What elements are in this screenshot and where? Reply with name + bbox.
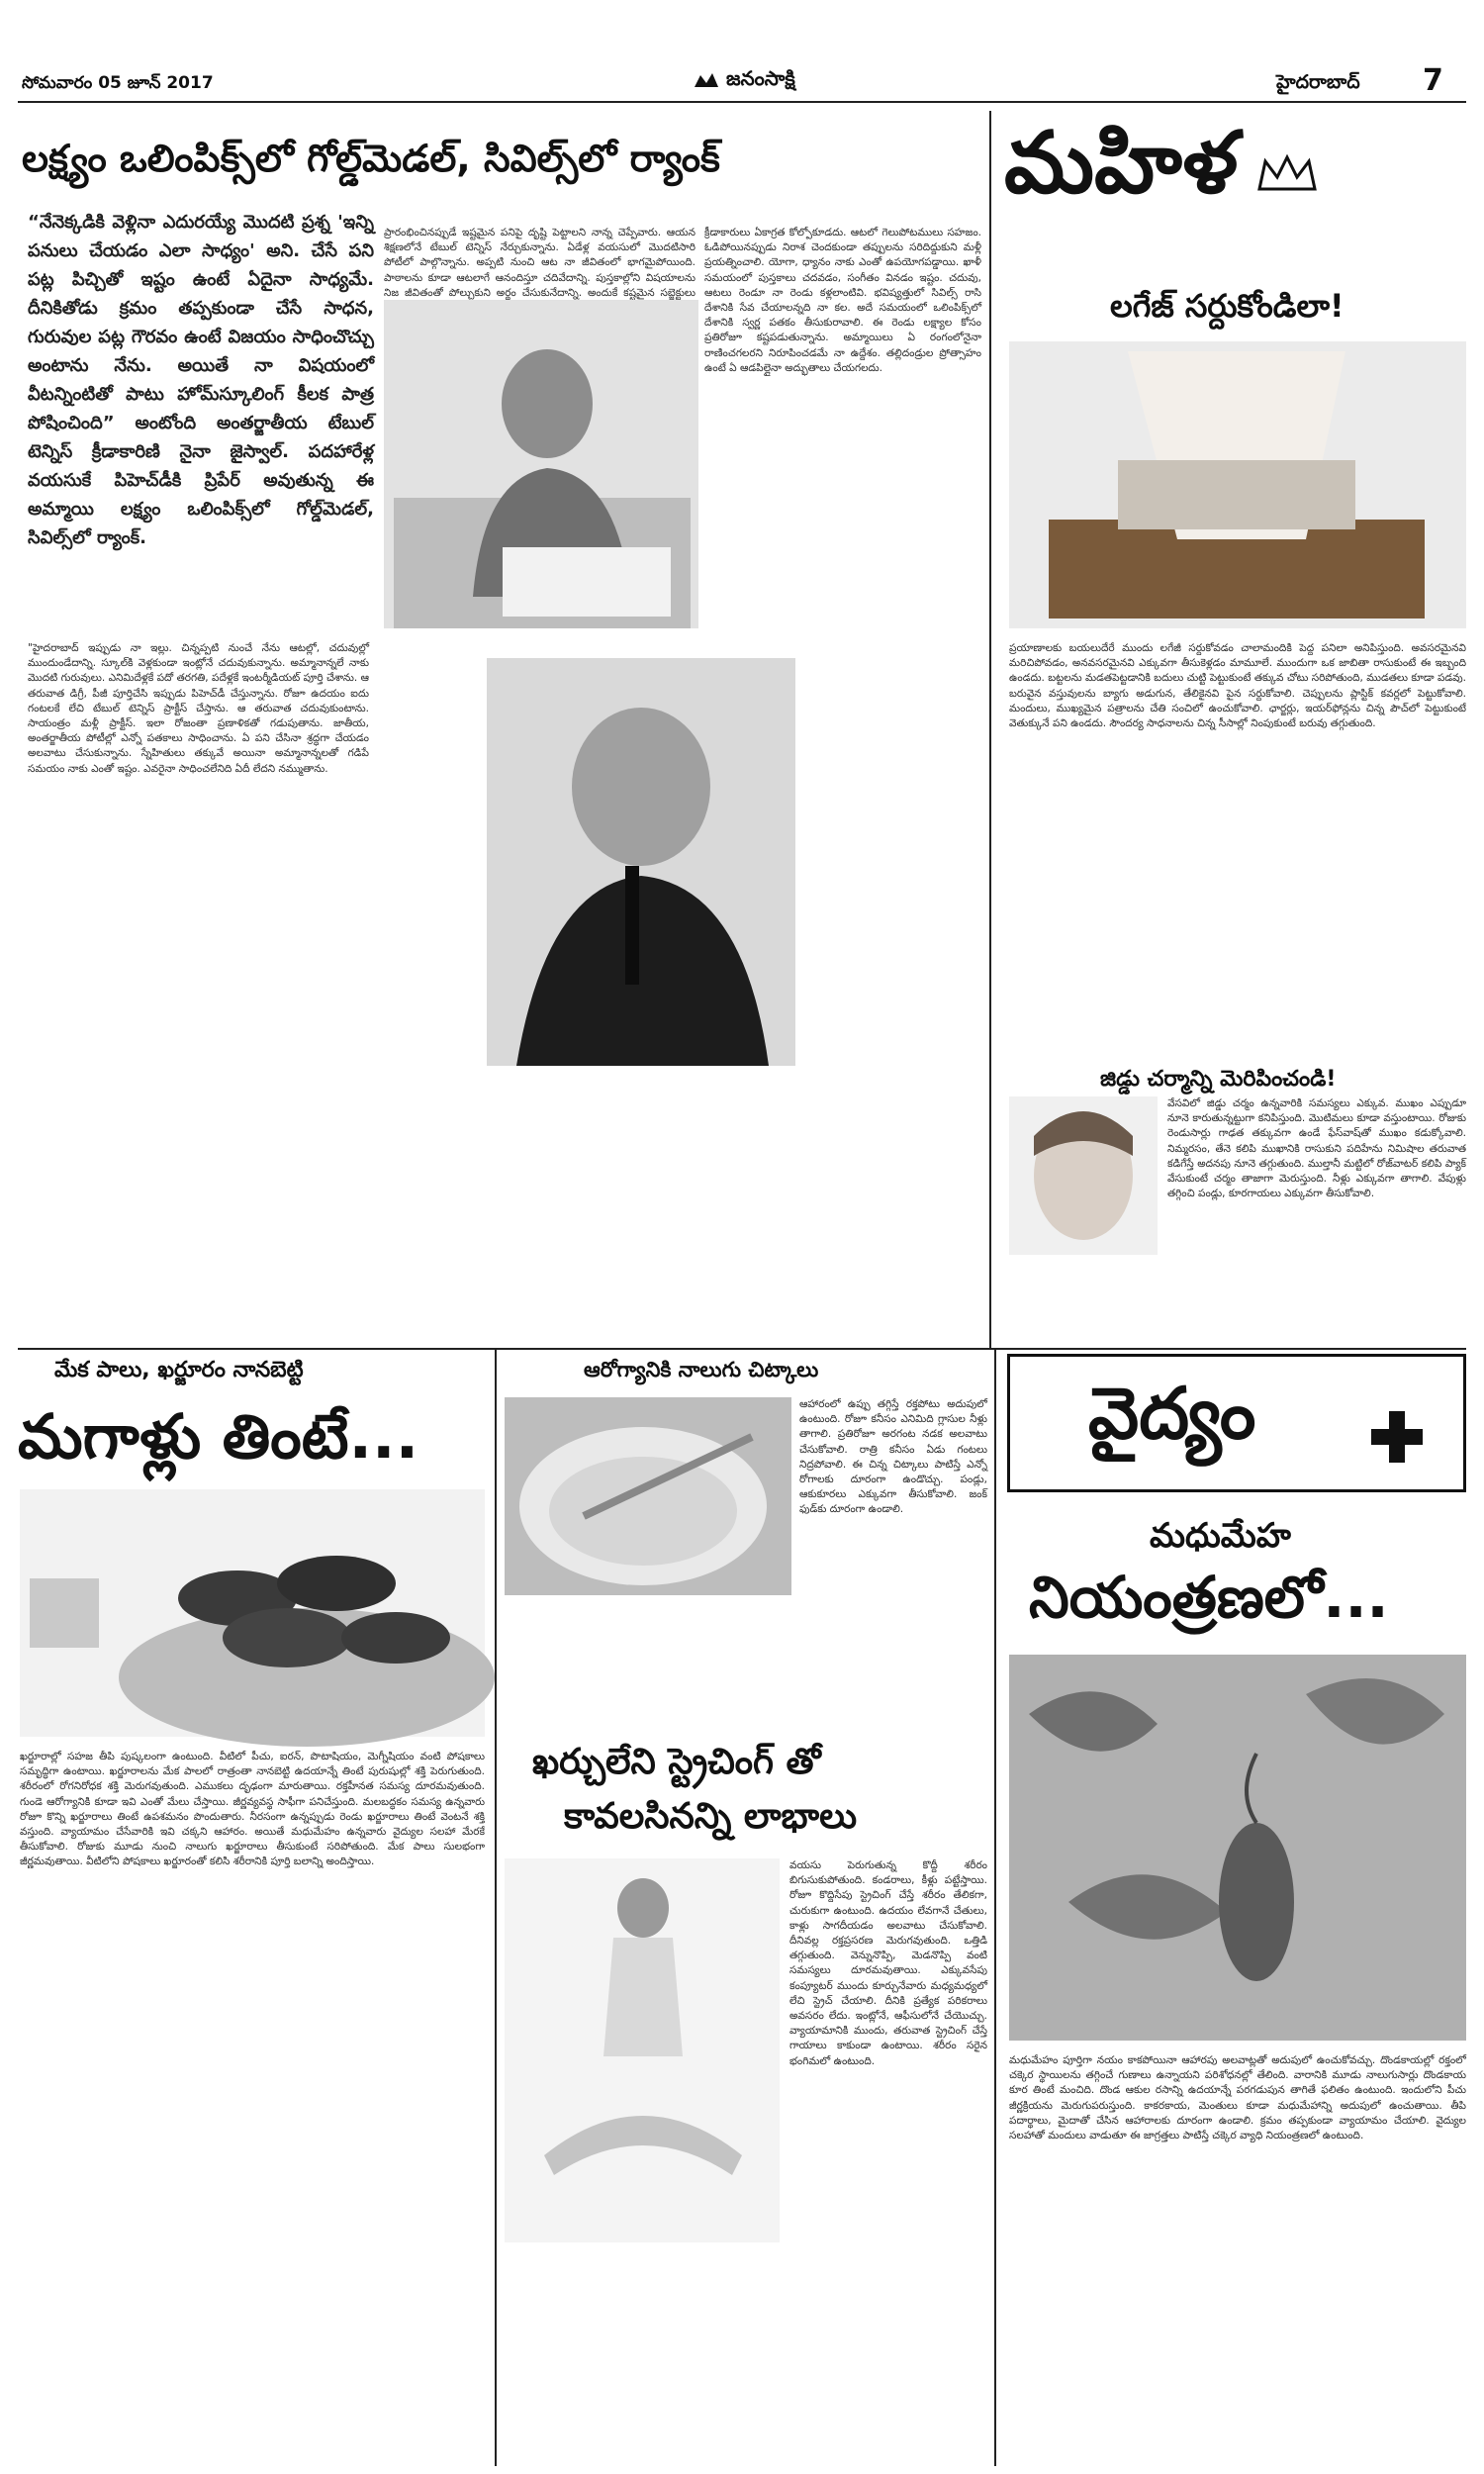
lead-pullquote: “నేనెక్కడికి వెళ్లినా ఎదురయ్యే మొదటి ప్రశ్న 'ఇన్ని పనులు చేయడం ఎలా సాధ్యం' అని. చేసే పని పట్ల పిచ్చితో ఇష్టం ఉంటే ఏదైనా సాధ్యమే. దీనికితోడు క్రమం తప్పకుండా చేసే సాధన, గురువుల పట్ల గౌరవం ఉంటే విజయం సాధించొచ్చు అంటాను నేను. అయితే నా విషయంలో వీటన్నింటితో పాటు హోమ్‌స్కూలింగ్ కీలక పాత్ర పోషించింది” అంటోంది అంతర్జాతీయ టేబుల్ టెన్నిస్ క్రీడాకారిణి నైనా జైస్వాల్. పదహారేళ్ల వయసుకే పిహెచ్‌డీకి ప్రిపేర్ అవుతున్న ఈ అమ్మాయి లక్ష్యం ఒలింపిక్స్‌లో గోల్డ్‌మెడల్, సివిల్స్‌లో ర్యాంక్. [28,212,381,548]
lead-column-3: క్రీడాకారులు ఏకాగ్రత కోల్పోకూడదు. ఆటలో గెలుపోటములు సహజం. ఓడిపోయినప్పుడు నిరాశ చెందకుండా తప్పులను సరిదిద్దుకుని మళ్లీ ప్రయత్నించాలి. యోగా, ధ్యానం నాకు ఎంతో ఉపయోగపడ్డాయి. ఖాళీ సమయంలో పుస్తకాలు చదవడం, సంగీతం వినడం ఇష్టం. చదువు, ఆటలు రెండూ నా రెండు కళ్లలాంటివి. భవిష్యత్తులో సివిల్స్ రాసి దేశానికి సేవ చేయాలన్నది నా కల. అదే సమయంలో ఒలింపిక్స్‌లో దేశానికి స్వర్ణ పతకం తీసుకురావాలి. ఈ రెండు లక్ష్యాల కోసం ప్రతిరోజూ కష్టపడుతున్నాను. అమ్మాయిలు ఏ రంగంలోనైనా రాణించగలరని నిరూపించడమే నా ఉద్దేశం. తల్లిదండ్రుల ప్రోత్సాహం ఉంటే ఏ ఆడపిల్లైనా అద్భుతాలు చేయగలదు. [704,227,985,374]
city-name: హైదరాబాద్ [1276,71,1360,93]
dates-photo [20,1489,485,1737]
vaidyam-kicker: మధుమేహ [1150,1516,1291,1556]
ivy-gourd-photo [1009,1655,1466,2041]
dates-kicker: మేక పాలు, ఖర్జూరం నానబెట్టి [54,1358,304,1382]
stretching-body: వయసు పెరుగుతున్న కొద్దీ శరీరం బిగుసుకుపోతుంది. కండరాలు, కీళ్లు పట్టేస్తాయి. రోజూ కొద్దిసేపు స్ట్రెచింగ్ చేస్తే శరీరం తేలికగా, చురుకుగా ఉంటుంది. ఉదయం లేవగానే చేతులు, కాళ్లు సాగదీయడం అలవాటు చేసుకోవాలి. దీనివల్ల రక్తప్రసరణ మెరుగవుతుంది. ఒత్తిడి తగ్గుతుంది. వెన్నునొప్పి, మెడనొప్పి వంటి సమస్యలు దూరమవుతాయి. ఎక్కువసేపు కంప్యూటర్ ముందు కూర్చునేవారు మధ్యమధ్యలో లేచి స్ట్రెచ్ చేయాలి. దీనికి ప్రత్యేక పరికరాలు అవసరం లేదు. ఇంట్లోనే, ఆఫీసులోనే చేయొచ్చు. వ్యాయామానికి ముందు, తరువాత స్ట్రెచింగ్ చేస్తే గాయాలు కాకుండా ఉంటాయి. శరీరం సరైన భంగిమలో ఉంటుంది. [789,1859,991,2067]
skin-care-body-cont [1009,1262,1466,1343]
spoon-photo [505,1397,791,1595]
health-body-cont [505,1601,987,1710]
paper-logo-icon [693,69,720,91]
masthead-logo [693,65,795,95]
issue-date: సోమవారం 05 జూన్ 2017 [22,73,214,93]
stretching-headline-1: ఖర్చులేని స్ట్రెచింగ్ తో [532,1742,821,1782]
mahila-banner [1004,113,1469,228]
speaker-photo [487,658,795,1066]
masthead-rule [18,101,1466,103]
face-photo [1009,1096,1158,1255]
health-kicker: ఆరోగ్యానికి నాలుగు చిట్కాలు [584,1358,819,1381]
crown-icon [1257,153,1317,193]
dates-body: ఖర్జూరాల్లో సహజ తీపి పుష్కలంగా ఉంటుంది. వీటిలో పీచు, ఐరన్, పొటాషియం, మెగ్నీషియం వంటి పోషకాలు సమృద్ధిగా ఉంటాయి. ఖర్జూరాలను మేక పాలలో రాత్రంతా నానబెట్టి ఉదయాన్నే తింటే పురుషుల్లో శక్తి పెరుగుతుంది. శరీరంలో రోగనిరోధక శక్తి మెరుగవుతుంది. ఎముకలు దృఢంగా మారుతాయి. రక్తహీనత సమస్య దూరమవుతుంది. గుండె ఆరోగ్యానికి కూడా ఇవి ఎంతో మేలు చేస్తాయి. జీర్ణవ్యవస్థ సాఫీగా పనిచేస్తుంది. మలబద్ధకం సమస్య ఉన్నవారు రోజూ కొన్ని ఖర్జూరాలు తింటే ఉపశమనం పొందుతారు. నీరసంగా ఉన్నప్పుడు రెండు ఖర్జూరాలు తింటే వెంటనే శక్తి వస్తుంది. వ్యాయామం చేసేవారికి ఇవి చక్కని ఆహారం. అయితే మధుమేహం ఉన్నవారు వైద్యుల సలహా మేరకే తీసుకోవాలి. రోజుకు మూడు నుంచి నాలుగు ఖర్జూరాలు తీసుకుంటే సరిపోతుంది. మేక పాలు సులభంగా జీర్ణమవుతాయి. వీటిలోని పోషకాలు ఖర్జూరంతో కలిసి శరీరానికి పూర్తి బలాన్ని అందిస్తాయి. [20,1751,489,1868]
lead-column-2-top: ప్రారంభించినప్పుడే ఇష్టమైన పనిపై దృష్టి పెట్టాలని నాన్న చెప్పేవారు. ఆయన శిక్షణలోనే టేబుల్ టెన్నిస్ నేర్చుకున్నాను. ఏడేళ్ల వయసులో మొదటిసారి పోటీలో పాల్గొన్నాను. అప్పటి నుంచి ఆట నా జీవితంలో భాగమైపోయింది. పాఠాలను కూడా ఆటలాగే ఆనందిస్తూ చదివేదాన్ని. పుస్తకాల్లోని విషయాలను నిజ జీవితంతో పోల్చుకుని అర్థం చేసుకునేదాన్ని. అందుకే కష్టమైన సబ్జెక్టులు [384,227,696,299]
skin-care-body: వేసవిలో జిడ్డు చర్మం ఉన్నవారికి సమస్యలు ఎక్కువ. ముఖం ఎప్పుడూ నూనె కారుతున్నట్టుగా కనిపిస్తుంది. మొటిమలు కూడా వస్తుంటాయి. రోజుకు రెండుసార్లు గాఢత తక్కువగా ఉండే ఫేస్‌వాష్‌తో ముఖం కడుక్కోవాలి. నిమ్మరసం, తేనె కలిపి ముఖానికి రాసుకుని పదిహేను నిమిషాల తరువాత కడిగేస్తే అదనపు నూనె తగ్గుతుంది. ముల్తానీ మట్టిలో రోజ్‌వాటర్ కలిపి ప్యాక్ వేసుకుంటే చర్మం తాజాగా మెరుస్తుంది. నీళ్లు ఎక్కువగా తాగాలి. వేపుళ్లు తగ్గించి పండ్లు, కూరగాయలు ఎక్కువగా తీసుకోవాలి. [1167,1097,1470,1200]
mahila-body: ప్రయాణాలకు బయలుదేరే ముందు లగేజీ సర్దుకోవడం చాలామందికి పెద్ద పనిలా అనిపిస్తుంది. అవసరమైనవి మరిచిపోవడం, అనవసరమైనవి ఎక్కువగా తీసుకెళ్లడం మామూలే. ముందుగా ఒక జాబితా రాసుకుంటే ఈ ఇబ్బంది ఉండదు. బట్టలను మడతపెట్టడానికి బదులు చుట్టి పెట్టుకుంటే తక్కువ చోటు సరిపోతుంది, ముడతలు కూడా పడవు. బరువైన వస్తువులను బ్యాగు అడుగున, తేలికైనవి పైన సర్దుకోవాలి. చెప్పులను ప్లాస్టిక్ కవర్లలో పెట్టుకోవాలి. మందులు, ముఖ్యమైన పత్రాలను చేతి సంచిలో ఉంచుకోవాలి. ఛార్జర్లు, ఇయర్‌ఫోన్లను చిన్న పౌచ్‌లో పెట్టుకుంటే వెతుక్కునే పని ఉండదు. సౌందర్య సాధనాలను చిన్న సీసాల్లో నింపుకుంటే బరువు తగ్గుతుంది. [1009,642,1470,730]
luggage-photo [1009,341,1466,628]
student-photo [384,300,698,628]
stretching-body-cont [505,2251,987,2464]
lead-column-1: "హైదరాబాద్ ఇప్పుడు నా ఇల్లు. చిన్నప్పటి నుంచే నేను ఆటల్లో, చదువుల్లో ముందుండేదాన్ని. స్కూల్‌కి వెళ్లకుండా ఇంట్లోనే చదువుకున్నాను. అమ్మానాన్నలే నాకు మొదటి గురువులు. ఎనిమిదేళ్లకే పదో తరగతి, పదేళ్లకే ఇంటర్మీడియట్ పూర్తి చేశాను. ఆ తరువాత డిగ్రీ, పీజీ పూర్తిచేసి ఇప్పుడు పిహెచ్‌డీ చేస్తున్నాను. రోజూ ఉదయం ఐదు గంటలకే లేచి టేబుల్ టెన్నిస్ ప్రాక్టీస్ చేస్తాను. ఆ తరువాత చదువుకుంటాను. సాయంత్రం మళ్లీ ప్రాక్టీస్. ఇలా రోజంతా ప్రణాళికతో గడుపుతాను. జాతీయ, అంతర్జాతీయ పోటీల్లో ఎన్నో పతకాలు సాధించాను. ఏ పని చేసినా శ్రద్ధగా చేయడం అలవాటు చేసుకున్నాను. స్నేహితులు తక్కువే అయినా అమ్మానాన్నలతో గడిపే సమయం నాకు ఎంతో ఇష్టం. ఎవరైనా సాధించలేనిది ఏదీ లేదని నమ్ముతాను. [28,642,373,775]
section-divider [18,1348,1466,1350]
paper-name: జనంసాక్షి [726,65,795,90]
vaidyam-body: మధుమేహం పూర్తిగా నయం కాకపోయినా ఆహారపు అలవాట్లతో అదుపులో ఉంచుకోవచ్చు. దొండకాయల్లో రక్తంలో చక్కెర స్థాయిలను తగ్గించే గుణాలు ఉన్నాయని పరిశోధనల్లో తేలింది. వారానికి మూడు నాలుగుసార్లు దొండకాయ కూర తింటే మంచిది. దొండ ఆకుల రసాన్ని ఉదయాన్నే పరగడుపున తాగితే ఫలితం ఉంటుంది. ఇందులోని పీచు జీర్ణక్రియను మెరుగుపరుస్తుంది. కాకరకాయ, మెంతులు కూడా మధుమేహాన్ని అదుపులో ఉంచుతాయి. తీపి పదార్థాలు, మైదాతో చేసిన ఆహారాలకు దూరంగా ఉండాలి. క్రమం తప్పకుండా వ్యాయామం చేయాలి. వైద్యుల సలహాతో మందులు వాడుతూ ఈ జాగ్రత్తలు పాటిస్తే చక్కెర వ్యాధి నియంత్రణలో ఉంటుంది. [1009,2054,1470,2142]
dates-headline: మగాళ్లు తింటే... [18,1400,419,1473]
lead-headline: లక్ష్యం ఒలింపిక్స్‌లో గోల్డ్‌మెడల్, సివిల్స్‌లో ర్యాంక్ [22,137,720,180]
skin-care-subhead: జిడ్డు చర్మాన్ని మెరిపించండి! [1100,1067,1337,1092]
column-divider-2 [495,1348,497,2466]
stretching-photo [505,1858,780,2242]
mahila-headline: లగేజ్ సర్దుకోండిలా! [1110,287,1345,325]
stretching-headline-2: కావలసినన్ని లాభాలు [564,1796,858,1837]
column-divider [989,111,991,1348]
vaidyam-headline: నియంత్రణలో... [1029,1564,1389,1631]
page-number: 7 [1423,63,1443,98]
medical-icon [1365,1405,1429,1469]
column-divider-3 [994,1348,996,2466]
health-body: ఆహారంలో ఉప్పు తగ్గిస్తే రక్తపోటు అదుపులో ఉంటుంది. రోజూ కనీసం ఎనిమిది గ్లాసుల నీళ్లు తాగాలి. ప్రతిరోజూ అరగంట నడక అలవాటు చేసుకోవాలి. రాత్రి కనీసం ఏడు గంటలు నిద్రపోవాలి. ఈ చిన్న చిట్కాలు పాటిస్తే ఎన్నో రోగాలకు దూరంగా ఉండొచ్చు. పండ్లు, ఆకుకూరలు ఎక్కువగా తీసుకోవాలి. జంక్ ఫుడ్‌కు దూరంగా ఉండాలి. [799,1398,991,1516]
vaidyam-banner: వైద్యం [1088,1371,1256,1455]
mahila-banner-text: మహిళ [1004,113,1239,213]
